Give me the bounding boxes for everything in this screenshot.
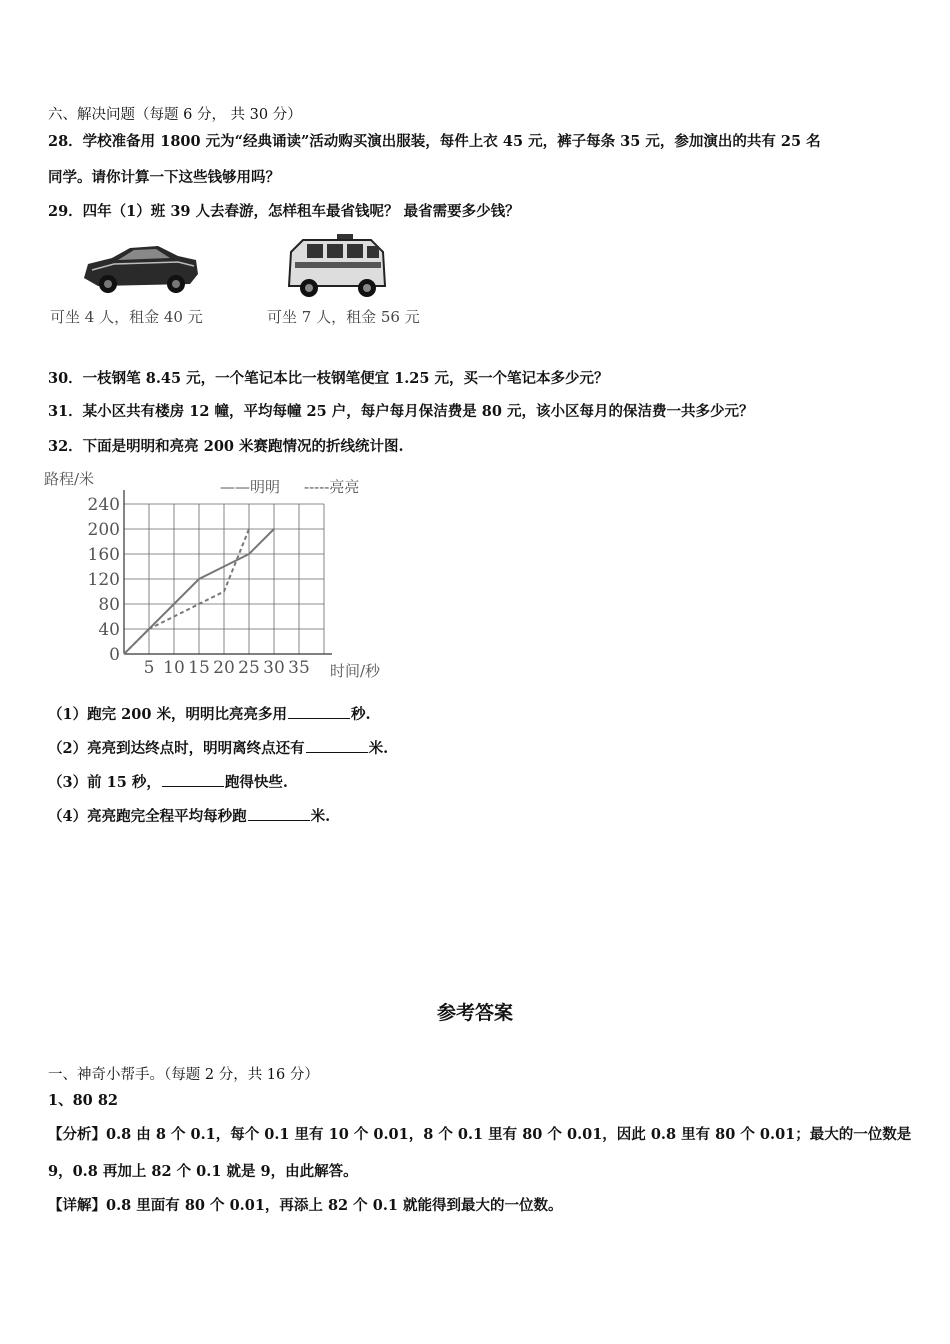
question-31: 31．某小区共有楼房 12 幢，平均每幢 25 户，每户每月保洁费是 80 元，该小区每月的保洁费一共多少元？ [48, 403, 754, 420]
detail-text: 0.8 里面有 80 个 0.01，再添上 82 个 0.1 就能得到最大的一位数。 [106, 1197, 563, 1214]
part-1-unit: 秒. [350, 706, 371, 723]
question-28-line-1: 28．学校准备用 1800 元为“经典诵读”活动购买演出服装，每件上衣 45 元，裤子每条 35 元，参加演出的共有 25 名 [48, 133, 821, 150]
race-line-chart [40, 462, 420, 687]
question-28-line-2: 同学。请你计算一下这些钱够用吗？ [48, 169, 280, 186]
answers-section-1: 一、神奇小帮手。（每题 2 分，共 16 分） [48, 1067, 319, 1083]
x-tick-label: 10 [163, 658, 185, 678]
y-tick-label: 240 [87, 495, 120, 515]
car-caption: 可坐 4 人，租金 40 元 [50, 308, 203, 326]
question-30: 30．一枝钢笔 8.45 元，一个笔记本比一枝钢笔便宜 1.25 元，买一个笔记本多少元？ [48, 370, 609, 387]
part-1-text: （1）跑完 200 米，明明比亮亮多用 [48, 706, 287, 723]
analysis-text: 0.8 由 8 个 0.1，每个 0.1 里有 10 个 0.01，8 个 0.1 里有 80 个 0.01，因此 0.8 里有 80 个 0.01；最大的一位数是 [106, 1126, 912, 1143]
x-tick-label: 30 [263, 658, 285, 678]
answer-blank-1[interactable] [288, 706, 350, 719]
part-3-text: （3）前 15 秒， [48, 774, 161, 791]
question-32-part-2 [48, 737, 388, 758]
part-3-unit: 跑得快些. [224, 774, 288, 791]
analysis-label: 【分析】 [48, 1126, 106, 1143]
x-tick-label: 35 [288, 658, 310, 678]
y-tick-label: 200 [87, 520, 120, 540]
question-32-part-1 [48, 703, 371, 724]
answer-1: 1、80 82 [48, 1092, 118, 1109]
x-tick-label: 20 [213, 658, 235, 678]
x-tick-label: 5 [143, 658, 155, 678]
answer-1-detail [48, 1194, 563, 1215]
section-6-heading: 六、解决问题（每题 6 分， 共 30 分） [48, 107, 302, 123]
y-tick-label: 0 [109, 645, 120, 665]
answer-blank-4[interactable] [248, 808, 310, 821]
x-tick-label: 25 [238, 658, 260, 678]
part-2-text: （2）亮亮到达终点时，明明离终点还有 [48, 740, 305, 757]
question-32: 32．下面是明明和亮亮 200 米赛跑情况的折线统计图. [48, 438, 404, 455]
minivan-image [285, 232, 390, 300]
part-2-unit: 米. [368, 740, 389, 757]
answer-1-analysis-line-2: 9，0.8 再加上 82 个 0.1 就是 9，由此解答。 [48, 1163, 358, 1180]
part-4-unit: 米. [310, 808, 331, 825]
answer-blank-3[interactable] [162, 774, 224, 787]
x-axis-label: 时间/秒 [330, 662, 381, 680]
sports-car-image [78, 234, 203, 302]
part-4-text: （4）亮亮跑完全程平均每秒跑 [48, 808, 247, 825]
y-tick-label: 40 [98, 620, 120, 640]
question-29: 29．四年（1）班 39 人去春游，怎样租车最省钱呢？ 最省需要多少钱？ [48, 203, 520, 220]
detail-label: 【详解】 [48, 1197, 106, 1214]
question-32-part-4 [48, 805, 330, 826]
y-tick-label: 80 [98, 595, 120, 615]
x-tick-label: 15 [188, 658, 210, 678]
y-axis-label: 路程/米 [44, 470, 95, 488]
answers-title: 参考答案 [436, 1002, 513, 1024]
answer-blank-2[interactable] [306, 740, 368, 753]
y-tick-label: 160 [87, 545, 120, 565]
legend-mingming: ——明明 [220, 478, 281, 496]
answer-1-analysis-line-1 [48, 1123, 911, 1144]
legend-liangliang: -----亮亮 [304, 478, 360, 496]
y-tick-label: 120 [87, 570, 120, 590]
van-caption: 可坐 7 人，租金 56 元 [267, 308, 420, 326]
question-32-part-3 [48, 771, 288, 792]
